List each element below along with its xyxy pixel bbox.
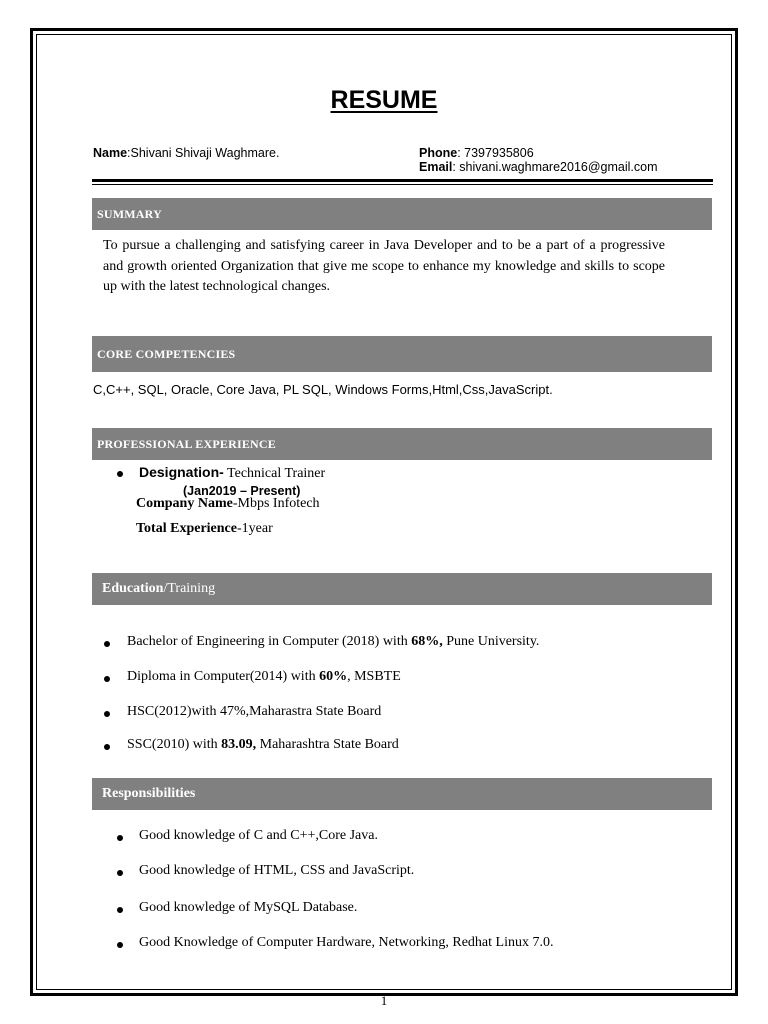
core-heading-bar [92, 336, 712, 372]
phone-label: Phone [419, 146, 458, 160]
responsibilities-heading-bar [92, 778, 712, 810]
company-label: Company Name [136, 496, 233, 511]
summary-heading: SUMMARY [97, 206, 162, 221]
header-divider-thick [92, 179, 713, 182]
education-item: HSC(2012)with 47%,Maharastra State Board [127, 704, 382, 719]
name-value: :Shivani Shivaji Waghmare. [127, 146, 280, 160]
education-heading-bold: Education [102, 581, 164, 596]
summary-heading-bar [92, 198, 712, 230]
bullet-icon [104, 744, 110, 750]
phone-value: : 7397935806 [457, 146, 534, 160]
name-line [93, 146, 279, 160]
bullet-icon [117, 907, 123, 913]
responsibility-item: Good knowledge of MySQL Database. [139, 900, 358, 915]
experience-heading-bar [92, 428, 712, 460]
total-experience-line [136, 521, 273, 537]
total-experience-label: Total Experience [136, 521, 237, 536]
bullet-icon [104, 641, 110, 647]
company-line [136, 496, 320, 512]
designation-label: Designation- [139, 464, 224, 480]
education-heading-rest: /Training [163, 581, 216, 596]
bullet-icon [104, 676, 110, 682]
bullet-icon [117, 471, 123, 477]
email-line [419, 160, 658, 174]
header-divider-thin [92, 184, 713, 185]
education-item: Diploma in Computer(2014) with 60%, MSBTE [127, 669, 401, 684]
page-border-inner [36, 34, 732, 990]
phone-line [419, 146, 534, 160]
bullet-icon [117, 835, 123, 841]
experience-heading: PROFESSIONAL EXPERIENCE [97, 436, 276, 451]
page-number: 1 [380, 993, 388, 1008]
responsibility-item: Good knowledge of HTML, CSS and JavaScript. [139, 863, 415, 878]
email-value: : shivani.waghmare2016@gmail.com [452, 160, 658, 174]
bullet-icon [117, 870, 123, 876]
name-label: Name [93, 146, 128, 160]
summary-text: To pursue a challenging and satisfying career in Java Developer and to be a part of a progressive and growth oriented Organization that give me scope to enhance my knowledge and skills to scope up with the latest technological changes. [103, 238, 665, 294]
education-item: Bachelor of Engineering in Computer (2018) with 68%, Pune University. [127, 634, 540, 649]
bullet-icon [117, 942, 123, 948]
total-experience-value: -1year [236, 521, 273, 536]
education-heading-bar [92, 573, 712, 605]
company-value: -Mbps Infotech [232, 496, 320, 511]
responsibility-item: Good Knowledge of Computer Hardware, Networking, Redhat Linux 7.0. [139, 935, 554, 950]
experience-period: (Jan2019 – Present) [183, 484, 301, 498]
bullet-icon [104, 711, 110, 717]
education-item: SSC(2010) with 83.09, Maharashtra State Board [127, 737, 399, 752]
core-heading: CORE COMPETENCIES [97, 346, 236, 361]
responsibilities-heading: Responsibilities [102, 786, 196, 801]
resume-title: RESUME [330, 86, 438, 114]
designation-line [139, 464, 325, 482]
designation-value: Technical Trainer [223, 466, 326, 481]
core-text: C,C++, SQL, Oracle, Core Java, PL SQL, Windows Forms,Html,Css,JavaScript. [93, 382, 553, 397]
responsibility-item: Good knowledge of C and C++,Core Java. [139, 828, 378, 843]
email-label: Email [419, 160, 453, 174]
